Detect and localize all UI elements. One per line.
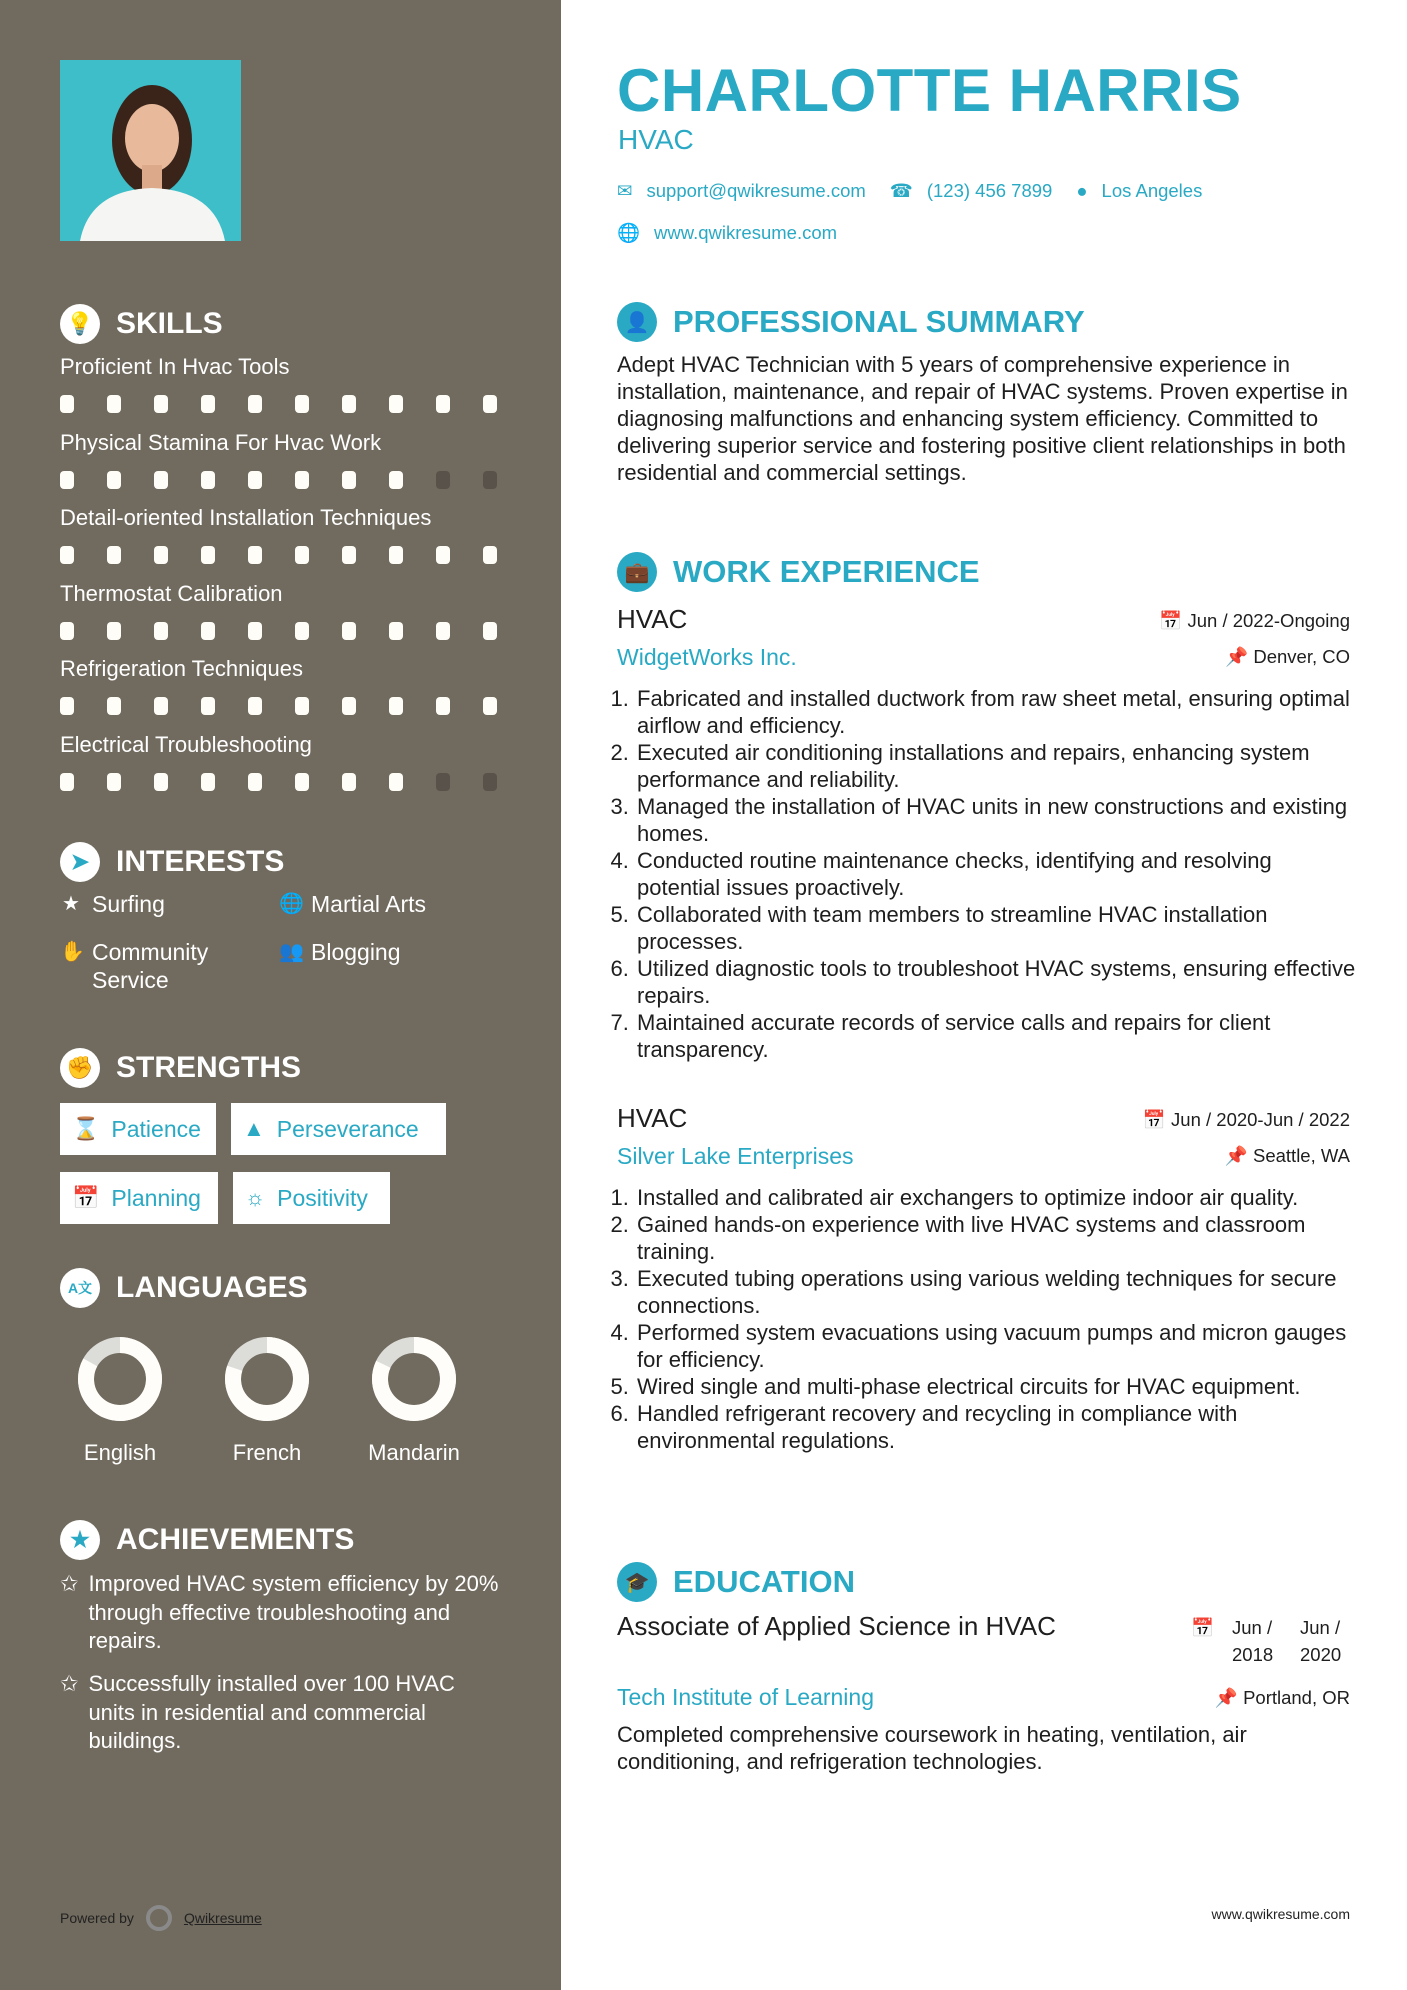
- skill-level-dot: [483, 622, 497, 640]
- work-heading: 💼 WORK EXPERIENCE: [617, 552, 980, 592]
- envelope-icon: ✉: [617, 180, 633, 201]
- calendar-icon: 📅: [1159, 610, 1183, 631]
- skill-level-dot: [154, 622, 168, 640]
- achievement-item: ✩ Successfully installed over 100 HVAC units in residential and commercial buildings.: [60, 1670, 500, 1756]
- contact-row: [617, 180, 1202, 202]
- skill-level-dot: [389, 622, 403, 640]
- summary-heading: 👤 PROFESSIONAL SUMMARY: [617, 302, 1085, 342]
- skill-label: Thermostat Calibration: [60, 580, 283, 606]
- skill-level-dot: [107, 471, 121, 489]
- skill-level: [60, 395, 497, 413]
- location: Los Angeles: [1101, 180, 1203, 201]
- school: Tech Institute of Learning: [617, 1684, 874, 1710]
- qwikresume-logo-icon: [146, 1905, 172, 1931]
- skill-level-dot: [248, 546, 262, 564]
- skill-level-dot: [342, 395, 356, 413]
- job-title: HVAC: [617, 604, 688, 634]
- skill-level-dot: [201, 471, 215, 489]
- skill-level-dot: [436, 773, 450, 791]
- skill-level-dot: [483, 773, 497, 791]
- qwikresume-link[interactable]: Qwikresume: [183, 1910, 262, 1926]
- skill-level-dot: [389, 471, 403, 489]
- user-icon: 👤: [617, 302, 657, 342]
- job-bullet: 2. Executed air conditioning installations and repairs, enhancing system performance and reliability.: [635, 739, 1357, 793]
- job-location: 📌 Seattle, WA: [1224, 1145, 1350, 1166]
- language-label: French: [232, 1440, 302, 1465]
- skill-level-dot: [342, 622, 356, 640]
- job-dates: 📅 Jun / 2022-Ongoing: [1159, 610, 1350, 631]
- skill-level-dot: [389, 546, 403, 564]
- job-bullet: 3. Executed tubing operations using various welding techniques for secure connections.: [635, 1265, 1357, 1319]
- company: Silver Lake Enterprises: [617, 1143, 854, 1169]
- job-dates: 📅 Jun / 2020-Jun / 2022: [1142, 1109, 1350, 1130]
- skill-level-dot: [295, 471, 309, 489]
- skill-label: Electrical Troubleshooting: [60, 731, 312, 757]
- job-bullet: 7. Maintained accurate records of service calls and repairs for client transparency.: [635, 1009, 1357, 1063]
- skill-level-dot: [60, 697, 74, 715]
- job-bullet: 6. Utilized diagnostic tools to troubleshoot HVAC systems, ensuring effective repairs.: [635, 955, 1357, 1009]
- degree: Associate of Applied Science in HVAC: [617, 1611, 1056, 1641]
- skill-level-dot: [154, 395, 168, 413]
- skill-level-dot: [201, 395, 215, 413]
- interest-item: ✋ Community Service: [60, 939, 209, 993]
- skill-level-dot: [154, 697, 168, 715]
- skill-level-dot: [154, 471, 168, 489]
- skill-level-dot: [107, 546, 121, 564]
- phone: (123) 456 7899: [926, 180, 1053, 201]
- footer-website[interactable]: www.qwikresume.com: [1211, 1906, 1350, 1922]
- skill-level: [60, 773, 497, 791]
- interest-item: 👥 Blogging: [279, 939, 401, 965]
- skill-label: Physical Stamina For Hvac Work: [60, 429, 382, 455]
- job-location: 📌 Denver, CO: [1225, 646, 1350, 667]
- skill-level-dot: [107, 622, 121, 640]
- job-bullet: 5. Wired single and multi-phase electrical circuits for HVAC equipment.: [635, 1373, 1357, 1400]
- skill-level-dot: [436, 471, 450, 489]
- calendar-icon: 📅: [1190, 1617, 1214, 1638]
- email-link[interactable]: support@qwikresume.com: [646, 180, 866, 201]
- stars-icon: ✩: [60, 1571, 79, 1596]
- language-donuts: [0, 1320, 561, 1440]
- skill-level-dot: [436, 395, 450, 413]
- star-icon: ★: [62, 893, 80, 915]
- job-bullet: 1. Fabricated and installed ductwork from raw sheet metal, ensuring optimal airflow and efficiency.: [635, 685, 1357, 739]
- skill-level-dot: [60, 395, 74, 413]
- globe-icon: 🌐: [279, 893, 304, 915]
- education-text: Completed comprehensive coursework in heating, ventilation, air conditioning, and refrigeration technologies.: [617, 1722, 1247, 1774]
- skill-level-dot: [295, 697, 309, 715]
- job-bullet: 2. Gained hands-on experience with live HVAC systems and classroom training.: [635, 1211, 1357, 1265]
- skill-level: [60, 697, 497, 715]
- skill-level-dot: [201, 622, 215, 640]
- skill-level-dot: [107, 773, 121, 791]
- candidate-role: HVAC: [618, 124, 694, 155]
- users-icon: 👥: [279, 941, 304, 963]
- strength-badge: 📅 Planning: [60, 1172, 218, 1224]
- skill-level-dot: [483, 697, 497, 715]
- pin-icon: 📌: [1225, 646, 1249, 667]
- sun-icon: ☼: [245, 1185, 266, 1210]
- skill-level-dot: [295, 546, 309, 564]
- company: WidgetWorks Inc.: [617, 644, 797, 670]
- profile-photo: [60, 60, 241, 241]
- job-bullet: 4. Conducted routine maintenance checks, identifying and resolving potential issues proactively.: [635, 847, 1357, 901]
- interest-item: ★ Surfing: [60, 890, 165, 918]
- skill-level-dot: [248, 471, 262, 489]
- skill-level-dot: [201, 546, 215, 564]
- briefcase-icon: 💼: [617, 552, 657, 592]
- job-title: HVAC: [617, 1103, 688, 1133]
- skill-level-dot: [342, 697, 356, 715]
- skill-level: [60, 622, 497, 640]
- graduate-icon: 🎓: [617, 1562, 657, 1602]
- road-icon: ▲: [243, 1116, 265, 1141]
- powered-by: Powered by Qwikresume: [60, 1905, 262, 1931]
- skill-level: [60, 546, 497, 564]
- skill-level-dot: [342, 546, 356, 564]
- paper-plane-icon: ➤: [60, 842, 100, 882]
- skill-level-dot: [295, 773, 309, 791]
- skills-heading: 💡 SKILLS: [60, 304, 223, 344]
- skill-level-dot: [342, 471, 356, 489]
- calendar-icon: 📅: [1142, 1109, 1166, 1130]
- skill-level-dot: [201, 697, 215, 715]
- strength-badge: ⌛ Patience: [60, 1103, 216, 1155]
- education-location: 📌 Portland, OR: [1214, 1687, 1350, 1708]
- candidate-name: CHARLOTTE HARRIS: [617, 57, 1242, 124]
- skill-label: Proficient In Hvac Tools: [60, 354, 290, 379]
- job-bullet: 3. Managed the installation of HVAC units in new constructions and existing homes.: [635, 793, 1357, 847]
- job-bullet: 1. Installed and calibrated air exchangers to optimize indoor air quality.: [635, 1184, 1357, 1211]
- interest-item: 🌐 Martial Arts: [279, 891, 427, 917]
- skill-level-dot: [107, 697, 121, 715]
- job-bullets: [617, 685, 1357, 1063]
- hand-icon: ✋: [60, 941, 85, 963]
- skill-level-dot: [248, 395, 262, 413]
- strength-badge: ☼ Positivity: [233, 1172, 390, 1224]
- skill-level-dot: [154, 773, 168, 791]
- skill-level-dot: [60, 773, 74, 791]
- skill-level-dot: [154, 546, 168, 564]
- languages-heading: A文 LANGUAGES: [60, 1268, 308, 1308]
- skill-level-dot: [389, 697, 403, 715]
- skill-level-dot: [436, 546, 450, 564]
- skill-level-dot: [389, 773, 403, 791]
- skill-level-dot: [248, 773, 262, 791]
- strengths-heading: ✊ STRENGTHS: [60, 1048, 301, 1088]
- language-label: Mandarin: [368, 1440, 460, 1465]
- trophy-icon: ★: [60, 1520, 100, 1560]
- skill-level: [60, 471, 497, 489]
- pin-icon: 📌: [1224, 1145, 1248, 1166]
- achievements-heading: ★ ACHIEVEMENTS: [60, 1520, 354, 1560]
- job-bullet: 6. Handled refrigerant recovery and recycling in compliance with environmental regulations.: [635, 1400, 1357, 1454]
- website-row: [617, 222, 837, 244]
- language-label: English: [83, 1440, 157, 1465]
- summary-text: Adept HVAC Technician with 5 years of comprehensive experience in installation, maintenance, and repair of HVAC systems. Proven expertise in diagnosing malfunctions and enhancing system efficiency. Committed to delivering superior service and fostering positive client relationships in both residential and commercial settings.: [617, 352, 1348, 485]
- job-bullet: 5. Collaborated with team members to streamline HVAC installation processes.: [635, 901, 1357, 955]
- skill-level-dot: [107, 395, 121, 413]
- education-heading: 🎓 EDUCATION: [617, 1562, 855, 1602]
- job-bullets: [617, 1184, 1357, 1454]
- globe-icon: 🌐: [617, 222, 641, 243]
- skill-label: Detail-oriented Installation Techniques: [60, 505, 432, 530]
- calendar-icon: 📅: [72, 1185, 100, 1210]
- lightbulb-icon: 💡: [60, 304, 100, 344]
- skill-level-dot: [436, 697, 450, 715]
- skill-level-dot: [60, 546, 74, 564]
- website-link[interactable]: www.qwikresume.com: [654, 222, 838, 243]
- education-dates: 📅 Jun / 2018 Jun / 2020: [1191, 1614, 1350, 1668]
- skill-level-dot: [342, 773, 356, 791]
- interests-heading: ➤ INTERESTS: [60, 842, 284, 882]
- job-bullet: 4. Performed system evacuations using vacuum pumps and micron gauges for efficiency.: [635, 1319, 1357, 1373]
- skill-level-dot: [201, 773, 215, 791]
- achievement-item: ✩ Improved HVAC system efficiency by 20% through effective troubleshooting and repairs.: [60, 1570, 500, 1656]
- skill-level-dot: [483, 395, 497, 413]
- fist-icon: ✊: [60, 1048, 100, 1088]
- skill-level-dot: [436, 622, 450, 640]
- skill-level-dot: [60, 622, 74, 640]
- skill-level-dot: [483, 471, 497, 489]
- strength-badge: ▲ Perseverance: [231, 1103, 446, 1155]
- language-icon: A文: [60, 1268, 100, 1308]
- skill-level-dot: [60, 471, 74, 489]
- phone-icon: ☎: [889, 180, 913, 201]
- skill-level-dot: [248, 622, 262, 640]
- stars-icon: ✩: [60, 1671, 79, 1696]
- skill-label: Refrigeration Techniques: [60, 656, 303, 681]
- hourglass-icon: ⌛: [72, 1116, 100, 1141]
- skill-level-dot: [389, 395, 403, 413]
- skill-level-dot: [295, 622, 309, 640]
- map-pin-icon: ●: [1076, 180, 1088, 201]
- skill-level-dot: [248, 697, 262, 715]
- skill-level-dot: [295, 395, 309, 413]
- skill-level-dot: [483, 546, 497, 564]
